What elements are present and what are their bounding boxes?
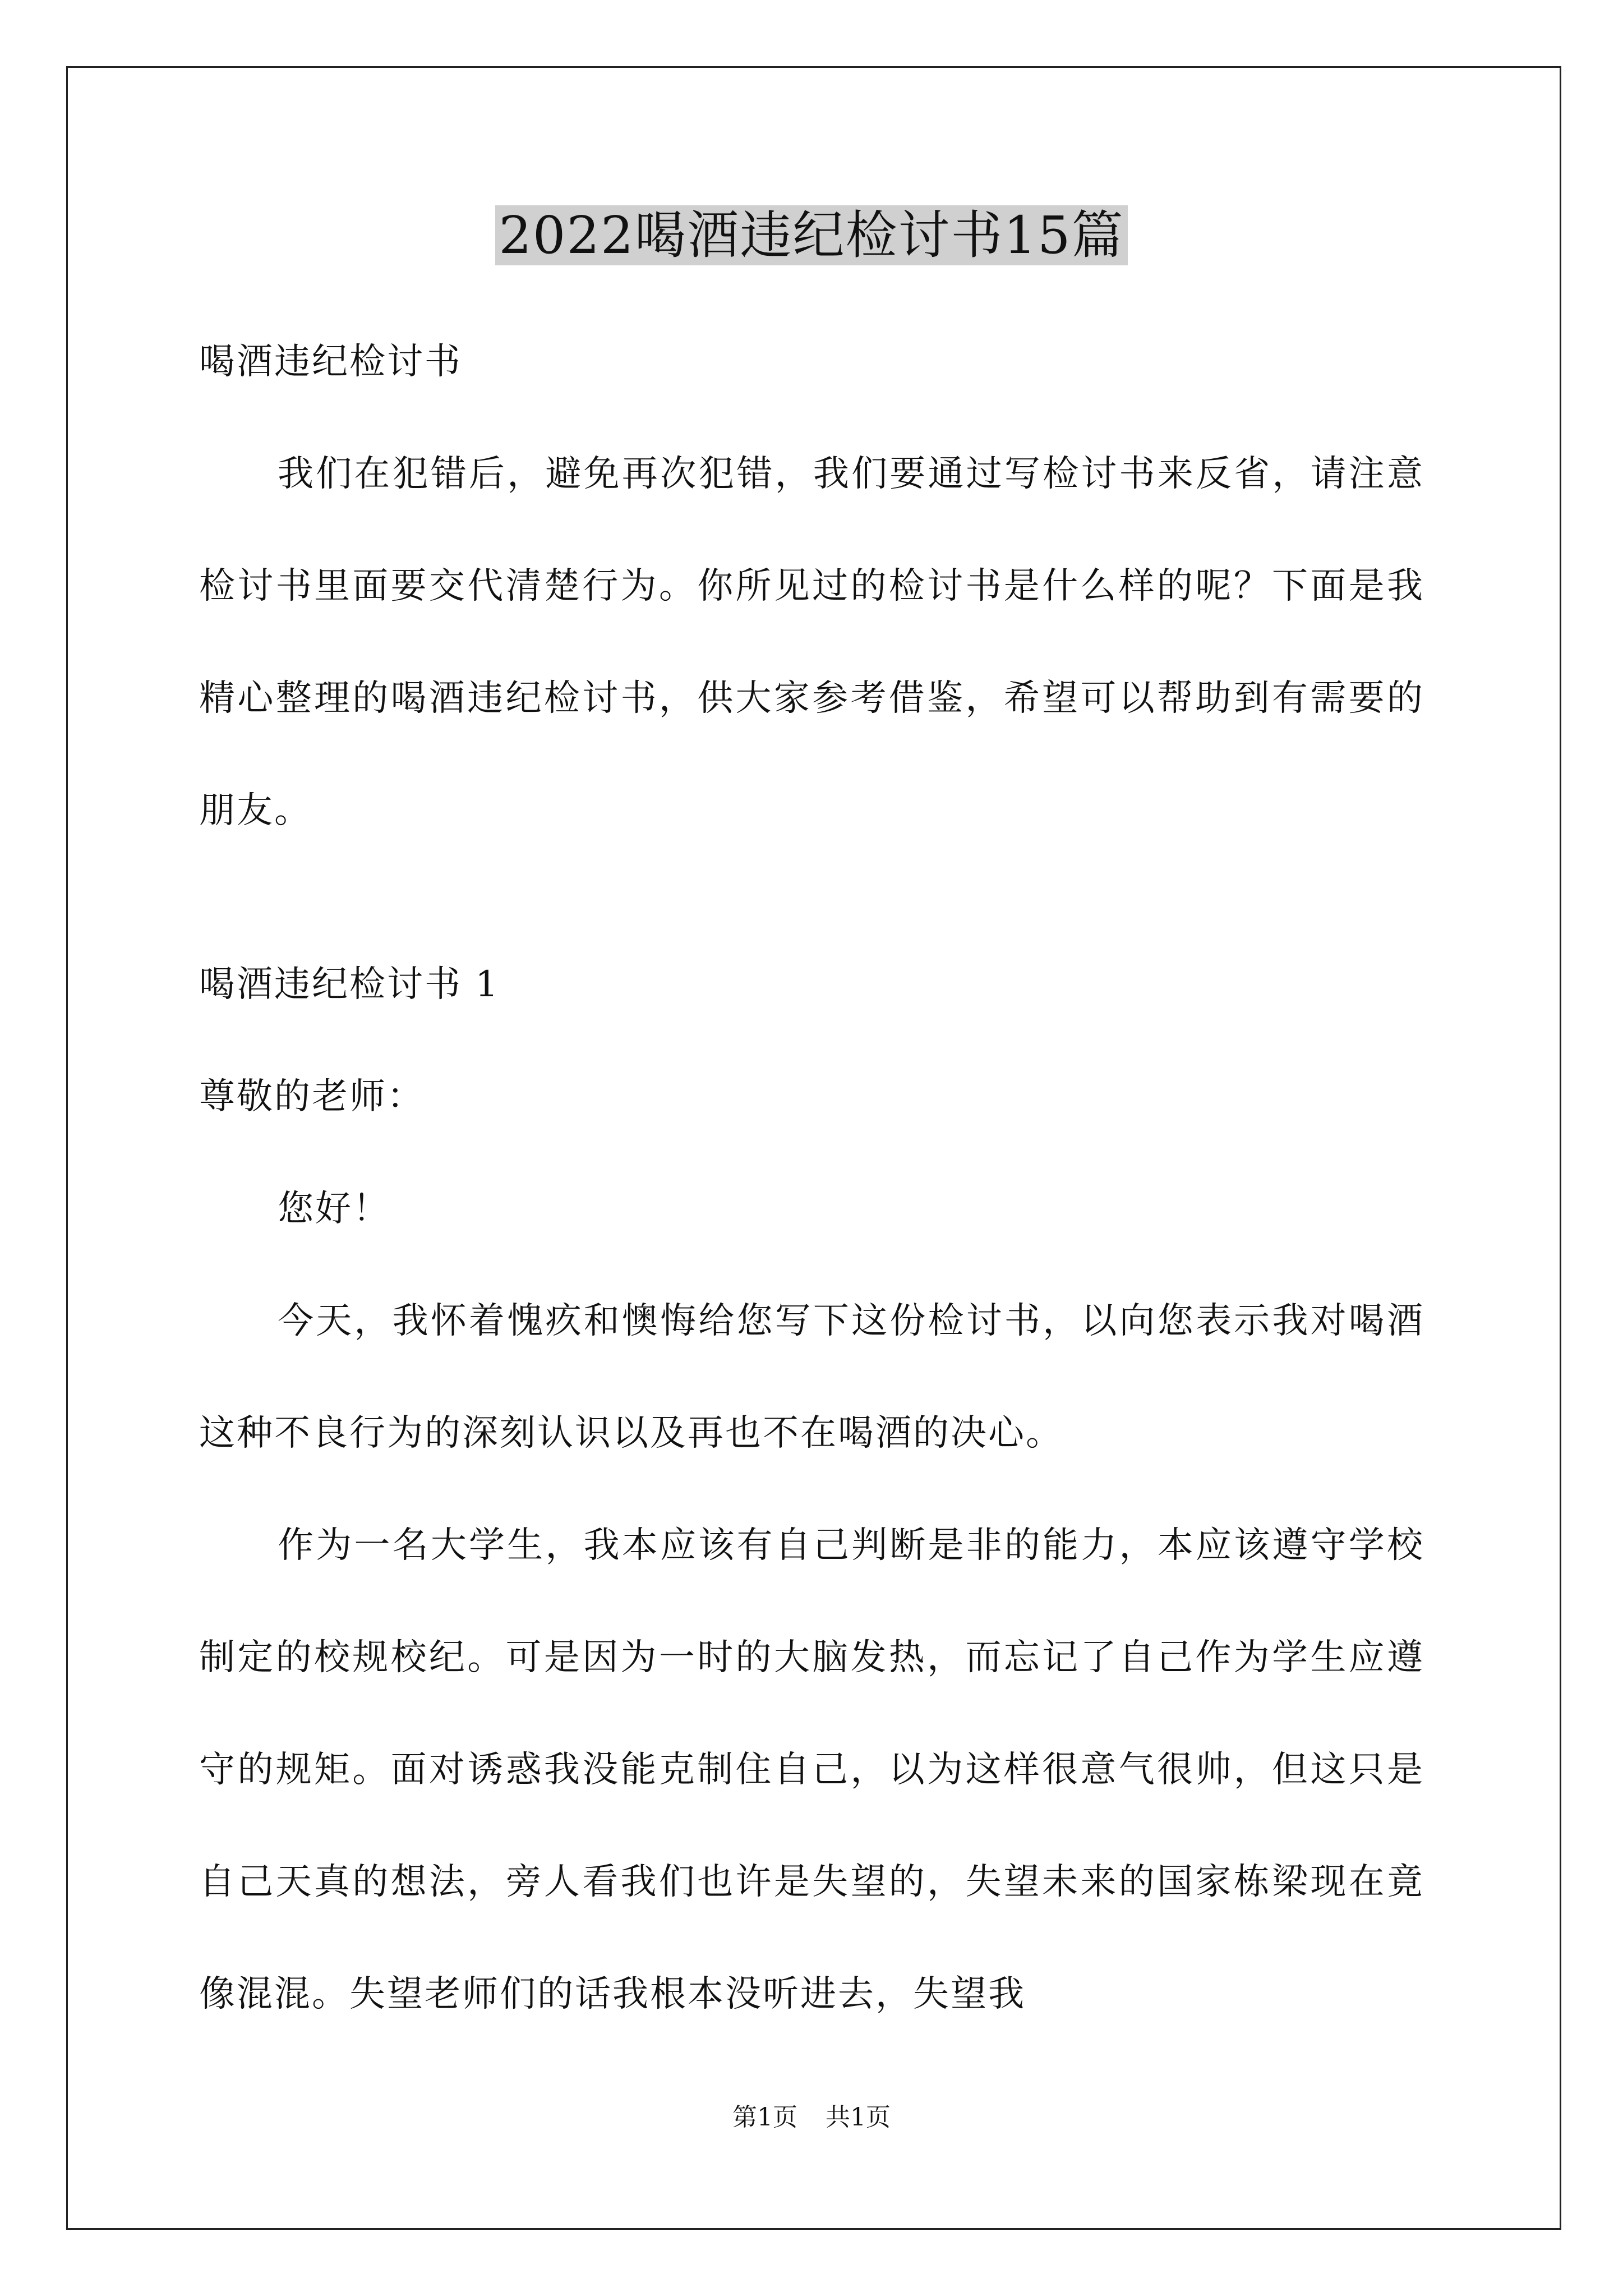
intro-block xyxy=(199,306,1424,867)
greeting: 您好！ xyxy=(278,1188,390,1230)
page-number-current: 第1页 xyxy=(732,2103,797,2132)
section-heading: 喝酒违纪检讨书 1 xyxy=(199,964,500,1005)
intro-paragraph: 我们在犯错后，避免再次犯错，我们要通过写检讨书来反省，请注意检讨书里面要交代清楚行为。你所见过的检讨书是什么样的呢？下面是我精心整理的喝酒违纪检讨书，供大家参考借鉴，希望可以帮助到有需要的朋友。 xyxy=(199,453,1424,831)
body-paragraph-1: 今天，我怀着愧疚和懊悔给您写下这份检讨书，以向您表示我对喝酒这种不良行为的深刻认识以及再也不在喝酒的决心。 xyxy=(199,1300,1424,1454)
page-number-total: 共1页 xyxy=(826,2103,891,2132)
document-title xyxy=(0,199,1623,272)
salutation: 尊敬的老师： xyxy=(199,1076,425,1117)
intro-heading: 喝酒违纪检讨书 xyxy=(199,341,462,383)
body-paragraph-2: 作为一名大学生，我本应该有自己判断是非的能力，本应该遵守学校制定的校规校纪。可是因为一时的大脑发热，而忘记了自己作为学生应遵守的规矩。面对诱惑我没能克制住自己，以为这样很意气很帅，但这只是自己天真的想法，旁人看我们也许是失望的，失望未来的国家栋梁现在竟像混混。失望老师们的话我根本没听进去，失望我 xyxy=(199,1525,1424,2015)
letter-block xyxy=(199,928,1424,2050)
page-footer xyxy=(0,2101,1623,2134)
document-title-text: 2022喝酒违纪检讨书15篇 xyxy=(495,205,1127,265)
